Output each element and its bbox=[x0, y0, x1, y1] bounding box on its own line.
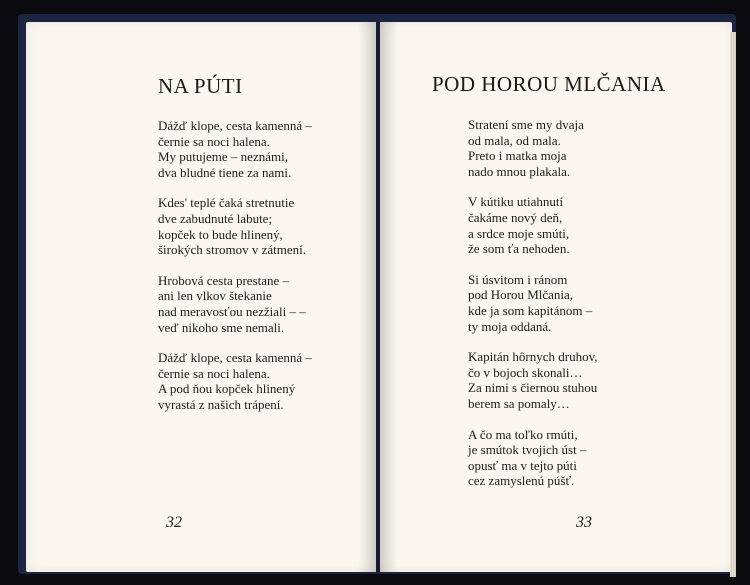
poem-stanza bbox=[158, 118, 312, 180]
poem-line: Dážď klope, cesta kamenná – bbox=[158, 350, 312, 366]
poem-line: berem sa pomaly… bbox=[468, 395, 570, 411]
poem-line: kopček to bude hlinený, bbox=[158, 226, 283, 242]
poem-stanza bbox=[468, 194, 598, 256]
poem-line: nado mnou plakala. bbox=[468, 163, 571, 179]
right-poem-body bbox=[468, 117, 598, 504]
poem-line: širokých stromov v zátmení. bbox=[158, 242, 307, 258]
right-poem-title: POD HOROU MLČANIA bbox=[432, 72, 666, 96]
poem-line: čakáme nový deň, bbox=[468, 209, 563, 225]
poem-line: ani len vlkov štekanie bbox=[158, 288, 272, 304]
poem-stanza bbox=[468, 427, 598, 489]
poem-line: dve zabudnuté labute; bbox=[158, 210, 273, 226]
left-page-number: 32 bbox=[166, 514, 182, 531]
poem-line: od mala, od mala. bbox=[468, 132, 561, 148]
poem-line: ty moja oddaná. bbox=[468, 318, 552, 334]
poem-line: Hrobová cesta prestane – bbox=[158, 272, 290, 288]
poem-line: Za nimi s čiernou stuhou bbox=[468, 380, 598, 396]
poem-stanza bbox=[158, 273, 312, 335]
poem-stanza bbox=[468, 117, 598, 179]
poem-line: a srdce moje smúti, bbox=[468, 225, 570, 241]
poem-line: Kdes' teplé čaká stretnutie bbox=[158, 195, 295, 211]
left-poem-body bbox=[158, 118, 312, 428]
poem-line: My putujeme – neznámi, bbox=[158, 149, 288, 165]
poem-line: A čo ma toľko rmúti, bbox=[468, 426, 578, 442]
poem-line: V kútiku utiahnutí bbox=[468, 194, 564, 210]
poem-line: veď nikoho sme nemali. bbox=[158, 319, 285, 335]
poem-line: A pod ňou kopček hlinený bbox=[158, 381, 296, 397]
right-page-number: 33 bbox=[576, 514, 592, 531]
poem-line: čo v bojoch skonali… bbox=[468, 364, 583, 380]
poem-line: černie sa noci halena. bbox=[158, 365, 270, 381]
poem-line: že som ťa nehoden. bbox=[468, 241, 570, 257]
poem-line: Si úsvitom i ránom bbox=[468, 271, 568, 287]
poem-line: dva bludné tiene za nami. bbox=[158, 164, 292, 180]
right-page bbox=[380, 22, 732, 572]
left-page bbox=[26, 22, 376, 572]
open-book bbox=[18, 14, 736, 574]
poem-line: pod Horou Mlčania, bbox=[468, 287, 574, 303]
page-edge bbox=[730, 32, 736, 577]
poem-line: cez zamyslenú púšť. bbox=[468, 473, 575, 489]
poem-line: opusť ma v tejto púti bbox=[468, 457, 577, 473]
poem-stanza bbox=[468, 349, 598, 411]
poem-line: nad meravosťou nezžiali – – bbox=[158, 303, 306, 319]
poem-line: je smútok tvojich úst – bbox=[468, 442, 587, 458]
poem-line: vyrastá z našich trápení. bbox=[158, 396, 284, 412]
poem-line: černie sa noci halena. bbox=[158, 133, 270, 149]
poem-line: Dážď klope, cesta kamenná – bbox=[158, 118, 312, 133]
poem-line: Stratení sme my dvaja bbox=[468, 117, 584, 132]
poem-line: Preto i matka moja bbox=[468, 148, 567, 164]
left-poem-title: NA PÚTI bbox=[158, 74, 243, 98]
poem-line: kde ja som kapitánom – bbox=[468, 302, 593, 318]
poem-stanza bbox=[158, 195, 312, 257]
poem-stanza bbox=[158, 350, 312, 412]
poem-stanza bbox=[468, 272, 598, 334]
poem-line: Kapitán hôrnych druhov, bbox=[468, 349, 598, 365]
